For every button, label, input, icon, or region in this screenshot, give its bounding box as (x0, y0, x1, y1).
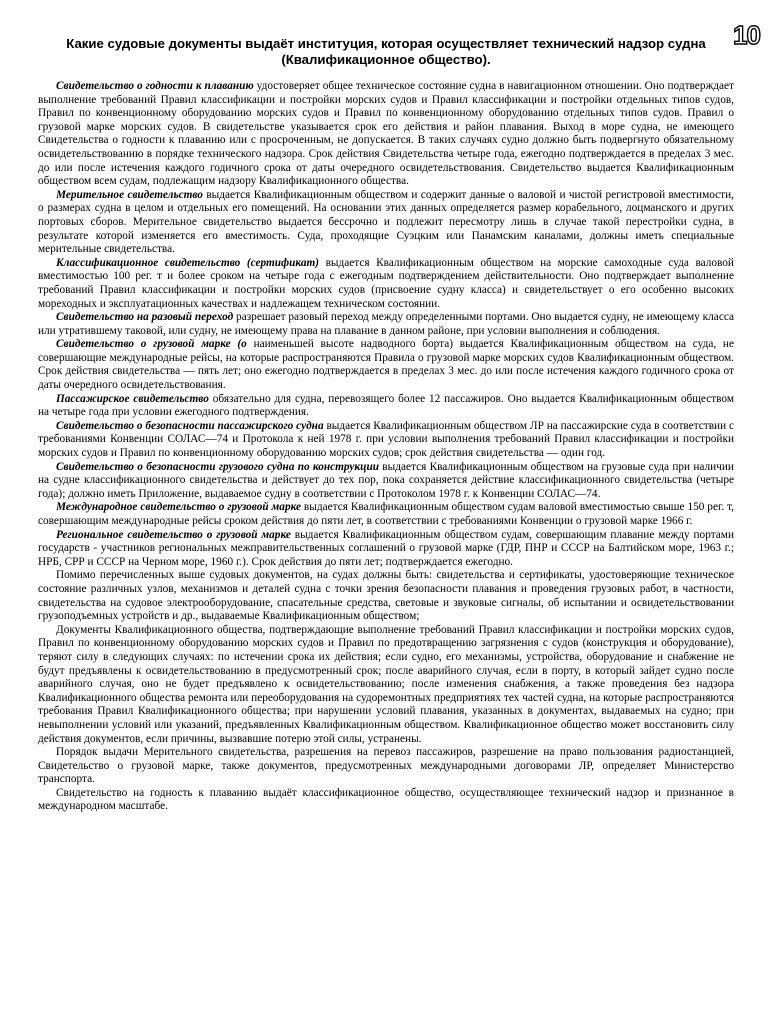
entry-text: разрешает разовый переход между определенными портами. Оно выдается судну, не имеющему класса или утратившему таковой, или судну, не имеющему права на плавание в данном районе, при условии выполнения и соблюдения. (38, 311, 735, 337)
entry-passenger-certificate (38, 393, 734, 420)
entry-regional-load-line-certificate (38, 529, 734, 570)
entry-single-voyage-certificate (38, 311, 734, 338)
entry-text: выдается Квалификационным обществом судам, совершающим плавание между портами государств - участников региональных межправительственных соглашений о грузовой марке (ГДР, ПНР и СССР на Балтийском море, 1963 г.; НРБ, СРР и СССР на Черном море, 1960 г.). Срок действия до пяти лет; подтверждается ежегодно. (38, 528, 734, 568)
entry-text: выдается Квалификационным обществом ЛР на пассажирские суда в соответствии с требованиями Конвенции СОЛАС—74 и Протокола к ней 1978 г. при условии выполнения требований Правил классификации и постройки морских судов и Правил по конвенционному оборудованию морских судов; срок действия свидетельства — один год. (38, 419, 734, 460)
entry-term: Классификационное свидетельство (сертификат) (56, 256, 320, 269)
entry-text: наименьшей высоте надводного борта) выдается Квалификационным обществом на суда, не совершающие международные рейсы, на которые распространяются Правила о грузовой марке морских судов Квалификационным обществом. Срок действия свидетельства — пять лет; оно ежегодно подтверждается в пределах 3 мес. до или после истечения каждого годичного срока от даты очередного освидетельствования. (38, 338, 734, 392)
paragraph-other-certificates: Помимо перечисленных выше судовых документов, на судах должны быть: свидетельства и сертификаты, удостоверяющие техническое состояние различных узлов, механизмов и деталей судна с точки зрения безопасности плавания и проведения грузовых работ, в частности, свидетельства на судовое электрооборудование, спасательные средства, световые и звуковые сигналы, об испытании и освидетельствовании грузоподъемных устройств и др., выдаваемые Квалификационным обществом; (38, 569, 734, 623)
entry-term: Мерительное свидетельство (56, 188, 203, 201)
page-title: Какие судовые документы выдаёт институция, которая осуществляет технический надзор судна (Квалификационное общество). (66, 36, 706, 67)
entry-text: выдается Квалификационным обществом на морские самоходные суда валовой вместимостью 100 рег. т и более сроком на четыре года с ежегодным подтверждением действительности. Оно подтверждает выполнение требований Правил классификации и постройки морских судов (присвоение судну класса) и свидетельствует о его особенно высоких мореходных и эксплуатационных качествах и надлежащем техническом состоянии. (38, 256, 734, 310)
entry-term: Свидетельство о годности к плаванию (56, 80, 254, 92)
entry-load-line-certificate (38, 338, 734, 392)
entry-term: Международное свидетельство о грузовой марке (56, 501, 301, 514)
entry-text: обязательно для судна, перевозящего более 12 пассажиров. Оно выдается Квалификационным обществом на четыре года при условии ежегодного подтверждения. (38, 392, 734, 419)
entry-passenger-ship-safety-certificate (38, 420, 734, 461)
entry-tonnage-certificate (38, 189, 734, 257)
entry-term: Свидетельство на разовый переход (56, 311, 234, 324)
paragraph-validity-loss: Документы Квалификационного общества, подтверждающие выполнение требований Правил классификации и постройки морских судов, Правил по конвенционному оборудованию морских судов и Правил по предотвращению загрязнения с судов (конструкция и оборудование), теряют силу в следующих случаях: по истечении срока их действия; если судно, его механизмы, устройства, оборудование и снабжение не будут предъявлены к освидетельствованию в предусмотренный срок; после аварийного случая, если в порту, в который зайдет судно после аварийного случая, оно не будет предъявлено к освидетельствованию; после изменения снабжения, а также проведения без надзора Квалификационного общества ремонта или переоборудования на судоремонтных предприятиях тех частей судна, на которые распространяются требования Правил Квалификационного общества; при нарушении условий плавания, указанных в документах, выдаваемых на судно; при невыполнении условий или указаний, предъявленных Квалификационным обществом. Квалификационное общество может восстановить силу действия документов, если причины, вызвавшие потерю этой силы, устранены. (38, 623, 734, 745)
entry-cargo-ship-construction-certificate (38, 461, 734, 502)
entry-text: выдается Квалификационным обществом на грузовые суда при наличии на судне классификационного свидетельства и действует до тех пор, пока сохраняется действие классификационного свидетельства (четыре года); должно иметь Приложение, выдаваемое судну в соответствии с Протоколом 1978 г. к Конвенции СОЛАС—74. (38, 460, 734, 500)
entry-text: удостоверяет общее техническое состояние судна в навигационном отношении. Оно подтверждает выполнение требований Правил классификации и постройки морских судов и Правил классификации и постройки отдельных типов судов, Правил по конвенционному оборудованию морских судов и Правил по конвенционному оборудованию отдельных типов судов. Правил о грузовой марке морских судов. В свидетельстве указывается срок его действия и район плавания. Выход в море судна, не имеющего Свидетельства о годности к плаванию или с просроченным, не допускается. В таких случаях судно должно быть подвергнуто обязательному освидетельствованию в порядке технического надзора. Срок действия Свидетельства четыре года, ежегодно подтверждается в пределах 3 мес. до или после истечения каждого годичного срока от даты очередного освидетельствования. Свидетельство выдается Квалификационным обществом всем судам, подлежащим надзору Квалификационного общества. (38, 80, 734, 188)
entry-international-load-line-certificate (38, 501, 734, 528)
entry-term: Свидетельство о безопасности пассажирского судна (56, 419, 324, 432)
entry-text: выдается Квалификационным обществом и содержит данные о валовой и чистой регистровой вместимости, о размерах судна в целом и отдельных его помещений. На основании этих данных определяется размер корабельного, лоцманского и других портовых сборов. Мерительное свидетельство выдается бессрочно и подлежит пересмотру лишь в случае такой перестройки судна, в результате которой изменяется его вместимость. Суда, проходящие Суэцким или Панамским каналами, должны иметь специальные мерительные свидетельства. (38, 188, 734, 256)
document-body (38, 80, 734, 814)
document-page (38, 28, 734, 814)
paragraph-issuance-procedure: Порядок выдачи Мерительного свидетельства, разрешения на перевоз пассажиров, разрешение на право пользования радиостанцией, Свидетельство о грузовой марке, также документов, предусмотренных международными договорами ЛР, определяет Министерство транспорта. (38, 746, 734, 786)
entry-term: Пассажирское свидетельство (56, 392, 209, 405)
entry-seaworthiness-certificate (38, 80, 734, 189)
entry-term: Свидетельство о безопасности грузового судна по конструкции (56, 460, 380, 473)
entry-text: выдается Квалификационным обществом судам валовой вместимостью свыше 150 рег. т, совершающим международные рейсы сроком действия до пяти лет, в соответствии с требованиями Конвенции о грузовой марке 1966 г. (38, 501, 734, 527)
page-number: 10 (733, 20, 760, 50)
entry-term: Региональное свидетельство о грузовой марке (56, 528, 291, 541)
entry-term: Свидетельство о грузовой марке (о (56, 338, 247, 351)
entry-classification-certificate (38, 257, 734, 311)
paragraph-seaworthiness-issuer: Свидетельство на годность к плаванию выдаёт классификационное общество, осуществляющее технический надзор и признанное в международном масштабе. (38, 786, 734, 813)
